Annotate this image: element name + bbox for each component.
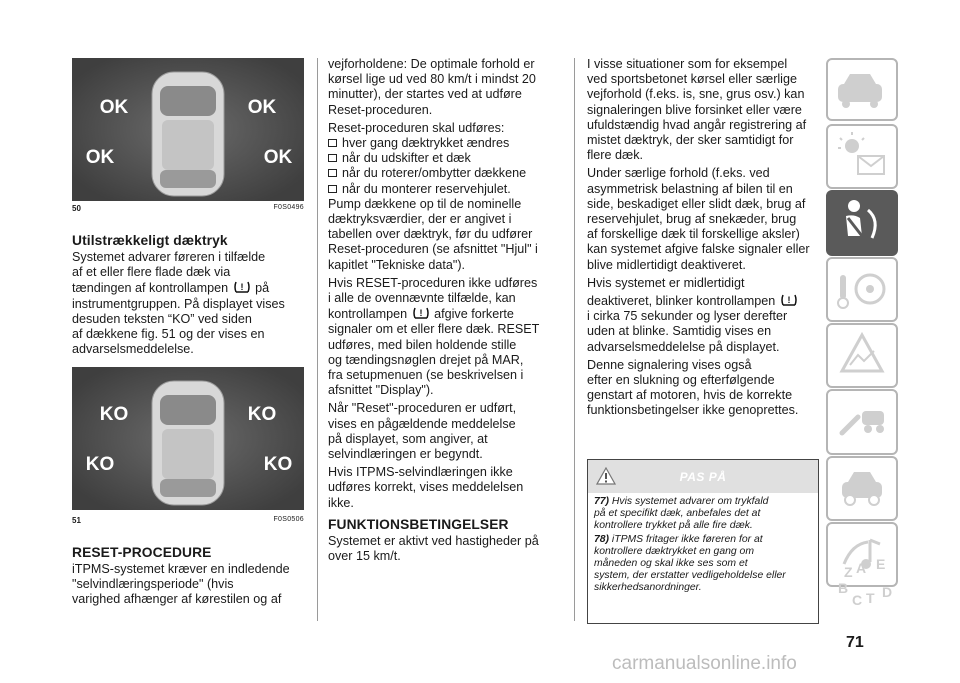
tire-status-label: KO	[85, 454, 115, 475]
list-item: hver gang dæktrykket ændres	[328, 136, 550, 151]
paragraph-line: selvindlæringen er begyndt.	[328, 447, 483, 462]
tpms-warning-icon	[233, 280, 251, 294]
index-letter: T	[866, 590, 875, 606]
paragraph-line: vejforholdene: De optimale forhold er	[328, 57, 535, 71]
paragraph-line: Hvis ITPMS-selvindlæringen ikke	[328, 465, 513, 480]
warning-box	[587, 459, 819, 624]
section-heading: Utilstrækkeligt dæktryk	[72, 233, 228, 248]
paragraph-line: signaler om et eller flere dæk. RESET	[328, 322, 540, 337]
paragraph-line: tabellen over dæktryk, før du udfører	[328, 227, 533, 242]
seatbelt-airbag-icon	[826, 190, 898, 256]
specifications-car-icon	[828, 458, 896, 519]
paragraph-line: af dækkene fig. 51 og der vises en	[72, 327, 265, 342]
paragraph-line: flere dæk.	[587, 148, 643, 163]
paragraph-line: mistet dæktryk, der sker samtidigt for	[587, 133, 794, 148]
tire-status-label: OK	[263, 147, 293, 168]
paragraph-line: ufuldstændig hvad angår registrering af	[587, 117, 807, 132]
paragraph-line: Når "Reset"-proceduren er udført,	[328, 401, 517, 416]
warning-note-line: på et specifikt dæk, anbefales det at	[594, 508, 761, 519]
paragraph-line: kontrollampen ! afgive forkerte	[328, 307, 514, 322]
column-3	[587, 57, 817, 419]
index-letter: Z	[844, 564, 853, 580]
paragraph-line: i cirka 75 sekunder og lyser derefter	[587, 309, 788, 324]
paragraph-line: minutter), der startes ved at udføre	[328, 87, 522, 102]
paragraph-line: Systemet er aktivt ved hastigheder på	[328, 533, 539, 548]
index-letter: A	[856, 560, 867, 576]
side-tab-emergency[interactable]	[826, 323, 898, 388]
warning-body	[588, 493, 818, 597]
paragraph-line: Reset-proceduren skal udføres:	[328, 120, 505, 135]
figure-code: F0S0506	[273, 516, 304, 523]
warning-note-line: sikkerhedsanordninger.	[594, 582, 702, 593]
paragraph-line: genstart af motoren, hvis de korrekte	[587, 388, 793, 403]
section-heading: RESET-PROCEDURE	[72, 545, 212, 560]
checkbox-bullet-icon	[328, 169, 337, 177]
tire-status-label: OK	[247, 97, 277, 118]
paragraph-line: blive midlertidigt deaktiveret.	[587, 257, 746, 272]
figure-50-ok	[72, 58, 304, 201]
paragraph-line: funktionsbetingelser ikke genoprettes.	[587, 403, 799, 418]
figure-caption	[72, 204, 304, 213]
list-item: når du roterer/ombytter dækkene	[328, 166, 550, 181]
warning-title: PAS PÅ	[679, 470, 727, 484]
paragraph-line: udføres, med bilen holdende stille	[328, 337, 517, 352]
paragraph-line: uden at blinke. Samtidig vises en	[587, 324, 772, 339]
paragraph-line: udføres korrekt, vises meddelelsen	[328, 480, 524, 495]
warning-lights-envelope-icon	[828, 126, 896, 187]
warning-note: 78) iTPMS fritager ikke føreren for at	[594, 534, 763, 545]
side-tab-warning-lights[interactable]	[826, 124, 898, 189]
paragraph-line: Pump dækkene op til de nominelle	[328, 196, 522, 211]
paragraph-line: kan systemet afgive falske signaler eller	[587, 242, 810, 257]
side-tab-technical-data[interactable]	[826, 456, 898, 521]
warning-note-line: måneden og skal ikke ses som et	[594, 558, 748, 569]
warning-note: 77) Hvis systemet advarer om trykfald	[594, 496, 769, 507]
car-dashboard-icon	[828, 60, 896, 119]
paragraph-line: desuden teksten “KO” ved siden	[72, 311, 252, 326]
tire-status-label: OK	[85, 147, 115, 168]
checkbox-bullet-icon	[328, 139, 337, 147]
emergency-triangle-icon	[828, 325, 896, 386]
paragraph-line: i alle de ovennævnte tilfælde, kan	[328, 291, 516, 306]
tpms-warning-icon	[780, 293, 798, 307]
figure-number: 51	[72, 516, 81, 525]
paragraph-line: "selvindlæringsperiode" (hvis	[72, 577, 234, 592]
side-tab-maintenance[interactable]	[826, 389, 898, 455]
paragraph-line: kørsel lige ud ved 80 km/t i mindst 20	[328, 72, 536, 87]
side-tab-index[interactable]	[826, 553, 898, 622]
figure-caption	[72, 516, 304, 525]
section-heading: FUNKTIONSBETINGELSER	[328, 516, 509, 532]
paragraph-line: fra setupmenuen (se beskrivelsen i	[328, 368, 524, 383]
column-divider	[574, 58, 575, 621]
paragraph-line: Reset-proceduren (se afsnittet "Hjul" i	[328, 242, 538, 257]
side-tab-safety[interactable]	[826, 190, 898, 256]
paragraph-line: over 15 km/t.	[328, 549, 401, 564]
tire-status-label: KO	[263, 454, 293, 475]
index-letter: D	[882, 584, 893, 600]
alphabet-index-icon	[826, 553, 898, 622]
paragraph-line: vises en pågældende meddelelse	[328, 416, 516, 431]
page-number: 71	[846, 634, 864, 651]
key-steering-wheel-icon	[828, 259, 896, 320]
index-letter: C	[852, 592, 863, 608]
paragraph-line: tændingen af kontrollampen ! på	[72, 281, 270, 296]
warning-note-line: kontrollere dæktrykket en gang om	[594, 546, 754, 557]
paragraph-line: kapitlet "Tekniske data").	[328, 257, 466, 272]
paragraph-line: på displayet, som angiver, at	[328, 431, 488, 446]
paragraph-line: varighed afhænger af kørestilen og af	[72, 592, 282, 607]
svg-text:!: !	[240, 282, 244, 293]
column-2	[328, 57, 550, 564]
svg-text:!: !	[787, 295, 791, 306]
paragraph-line: side, beskadiget eller slidt dæk, brug af	[587, 196, 806, 211]
paragraph-line: advarselsmeddelelse på displayet.	[587, 339, 780, 354]
car-top-view-illustration	[72, 367, 304, 510]
paragraph-line: Systemet advarer føreren i tilfælde	[72, 250, 266, 264]
list-item: når du udskifter et dæk	[328, 151, 550, 166]
paragraph-line: ved sportsbetonet kørsel eller særlige	[587, 72, 797, 87]
paragraph-line: vejforhold (f.eks. is, sne, grus osv.) kan	[587, 87, 805, 102]
index-letter: B	[838, 580, 849, 596]
car-top-view-illustration	[72, 58, 304, 201]
paragraph-line: Hvis systemet er midlertidigt	[587, 275, 745, 290]
paragraph-line: iTPMS-systemet kræver en indledende	[72, 562, 290, 576]
paragraph-line: instrumentgruppen. På displayet vises	[72, 296, 285, 311]
list-item: når du monterer reservehjulet.	[328, 182, 550, 197]
checkbox-bullet-icon	[328, 154, 337, 162]
index-letter: E	[876, 556, 886, 572]
column-1-lower	[72, 545, 304, 608]
side-tab-dashboard[interactable]	[826, 58, 898, 121]
paragraph-line: reservehjulet, brug af snekæder, brug	[587, 212, 797, 227]
tire-status-label: KO	[247, 404, 277, 425]
paragraph-line: ikke.	[328, 495, 354, 510]
watermark: carmanualsonline.info	[612, 653, 797, 674]
paragraph-line: af et eller flere flade dæk via	[72, 265, 231, 280]
figure-51-ko	[72, 367, 304, 510]
paragraph-line: Under særlige forhold (f.eks. ved	[587, 166, 770, 181]
warning-note-line: system, der erstatter vedligeholdelse eller	[594, 570, 786, 581]
paragraph-line: advarselsmeddelelse.	[72, 342, 194, 357]
tpms-warning-icon	[412, 306, 430, 320]
paragraph-line: afsnittet "Display").	[328, 383, 434, 398]
paragraph-line: af forskellige dæk til forskellige aksler)	[587, 227, 800, 242]
figure-code: F0S0496	[273, 204, 304, 211]
paragraph-line: Hvis RESET-proceduren ikke udføres	[328, 275, 538, 290]
side-tab-starting-driving[interactable]	[826, 257, 898, 322]
paragraph-line: dæktryksværdier, der er angivet i	[328, 212, 512, 227]
tire-status-label: OK	[99, 97, 129, 118]
column-divider	[317, 58, 318, 621]
paragraph-line: efter en slukning og efterfølgende	[587, 373, 775, 388]
paragraph-line: I visse situationer som for eksempel	[587, 57, 788, 71]
paragraph-line: Reset-proceduren.	[328, 102, 433, 117]
tire-status-label: KO	[99, 404, 129, 425]
paragraph-line: og tændingsnøglen drejet på MAR,	[328, 352, 524, 367]
paragraph-line: asymmetrisk belastning af bilen til en	[587, 181, 793, 196]
column-1-upper	[72, 233, 304, 357]
figure-number: 50	[72, 204, 81, 213]
paragraph-line: deaktiveret, blinker kontrollampen !	[587, 293, 817, 309]
warning-header	[588, 460, 818, 493]
paragraph-line: signaleringen blive forsinket eller være	[587, 102, 802, 117]
warning-note-line: kontrollere trykket på alle fire dæk.	[594, 520, 753, 531]
checkbox-bullet-icon	[328, 185, 337, 193]
paragraph-line: Denne signalering vises også	[587, 357, 752, 372]
svg-text:!: !	[419, 308, 423, 319]
maintenance-wrench-icon	[828, 391, 896, 453]
